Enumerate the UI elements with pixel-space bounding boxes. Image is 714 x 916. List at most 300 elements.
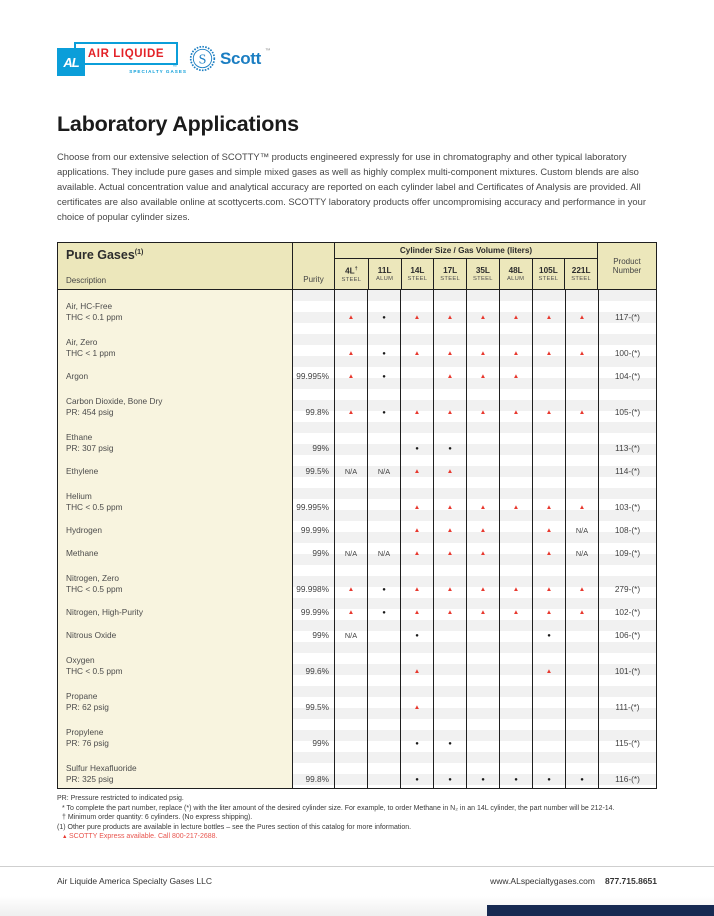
- availability-cell-14l: [400, 598, 433, 621]
- availability-cell-14l: [400, 385, 433, 421]
- gas-subtext: PR: 454 psig: [66, 406, 114, 417]
- available-dot-marker: ●: [580, 777, 584, 783]
- gas-name: Air, HC-Free: [66, 301, 113, 311]
- table-body: [58, 290, 656, 788]
- availability-cell-4l: [334, 562, 367, 598]
- footer-website: www.ALspecialtygases.com: [490, 876, 595, 886]
- availability-cell-35l: [466, 385, 499, 421]
- intro-paragraph: Choose from our extensive selection of SCOTTY™ products engineered expressly for use in chromatography and other typical laboratory applications. They include pure gases and simple mixed gases as well as highly complex multi-component mixtures. Custom blends are also available. Actual concentration value and analytical accuracy are reported on each cylinder label and Certificates of Analysis are provided. All certificates are also available online at scottycerts.com. SCOTTY laboratory products offer uncompromising accuracy and performance in your choice of popular cylinder sizes.: [57, 151, 646, 222]
- availability-cell-35l: [466, 326, 499, 362]
- product-number: 106-(*): [598, 621, 656, 644]
- gas-subtext: THC < 0.5 ppm: [66, 501, 123, 512]
- product-number: 103-(*): [598, 480, 656, 516]
- not-available-marker: N/A: [377, 467, 391, 476]
- product-number: 111-(*): [598, 680, 656, 716]
- availability-cell-14l: [400, 752, 433, 788]
- express-triangle-marker: ▲: [446, 504, 454, 511]
- footnotes: [57, 794, 663, 843]
- availability-cell-48l: [499, 290, 532, 326]
- availability-cell-17l: [433, 621, 466, 644]
- availability-cell-105l: [532, 752, 565, 788]
- gas-description: [58, 326, 292, 362]
- availability-cell-35l: [466, 752, 499, 788]
- cylinder-material-label: STEEL: [341, 276, 362, 283]
- availability-cell-17l: [433, 480, 466, 516]
- specialty-gases-tagline: SPECIALTY GASES: [129, 69, 187, 74]
- gas-row-oxygen: [58, 644, 656, 680]
- express-triangle-icon: ▲: [62, 834, 69, 841]
- availability-cell-35l: [466, 621, 499, 644]
- cylinder-material-label: STEEL: [472, 275, 493, 282]
- available-dot-marker: ●: [481, 777, 485, 783]
- availability-cell-14l: [400, 290, 433, 326]
- express-triangle-marker: ▲: [578, 586, 586, 593]
- gas-name: Nitrogen, High-Purity: [66, 606, 144, 617]
- gas-row-nitrogen-high-purity: [58, 598, 656, 621]
- availability-cell-221l: [565, 539, 598, 562]
- express-triangle-marker: ▲: [512, 609, 520, 616]
- express-triangle-marker: ▲: [545, 609, 553, 616]
- scott-seal-icon: [189, 45, 216, 72]
- availability-cell-48l: [499, 480, 532, 516]
- purity-value: 99.5%: [292, 457, 334, 480]
- purity-value: 99%: [292, 539, 334, 562]
- footer-phone: 877.715.8651: [605, 876, 657, 886]
- express-triangle-marker: ▲: [446, 314, 454, 321]
- express-triangle-marker: ▲: [446, 609, 454, 616]
- cylinder-size-label: 14L: [410, 265, 425, 275]
- gas-name: Oxygen: [66, 655, 95, 665]
- availability-cell-105l: [532, 539, 565, 562]
- gas-subtext: PR: 325 psig: [66, 773, 114, 784]
- available-dot-marker: ●: [382, 315, 386, 321]
- availability-cell-17l: [433, 421, 466, 457]
- gas-name: Methane: [66, 547, 99, 558]
- air-liquide-logo: [57, 42, 187, 78]
- gas-name: Sulfur Hexafluoride: [66, 763, 137, 773]
- bottom-navy-bar: [487, 905, 714, 916]
- product-number: 100-(*): [598, 326, 656, 362]
- availability-cell-17l: [433, 752, 466, 788]
- availability-cell-11l: [367, 598, 400, 621]
- trademark-symbol: ™: [173, 64, 177, 69]
- purity-value: 99.5%: [292, 680, 334, 716]
- express-triangle-marker: ▲: [413, 314, 421, 321]
- availability-cell-11l: [367, 562, 400, 598]
- availability-cell-48l: [499, 326, 532, 362]
- express-triangle-marker: ▲: [413, 668, 421, 675]
- availability-cell-48l: [499, 362, 532, 385]
- express-triangle-marker: ▲: [446, 586, 454, 593]
- purity-value: [292, 290, 334, 326]
- availability-cell-4l: [334, 362, 367, 385]
- availability-cell-48l: [499, 680, 532, 716]
- express-triangle-marker: ▲: [545, 314, 553, 321]
- availability-cell-221l: [565, 290, 598, 326]
- express-triangle-marker: ▲: [413, 609, 421, 616]
- express-triangle-marker: ▲: [413, 527, 421, 534]
- availability-cell-48l: [499, 752, 532, 788]
- gas-row-argon: [58, 362, 656, 385]
- availability-cell-221l: [565, 680, 598, 716]
- express-triangle-marker: ▲: [413, 409, 421, 416]
- available-dot-marker: ●: [415, 741, 419, 747]
- availability-cell-35l: [466, 480, 499, 516]
- not-available-marker: N/A: [575, 549, 589, 558]
- gas-description: [58, 598, 292, 621]
- availability-cell-14l: [400, 562, 433, 598]
- express-triangle-marker: ▲: [347, 609, 355, 616]
- footer-company: Air Liquide America Specialty Gases LLC: [57, 876, 212, 886]
- availability-cell-35l: [466, 539, 499, 562]
- availability-cell-35l: [466, 362, 499, 385]
- availability-cell-105l: [532, 516, 565, 539]
- express-triangle-marker: ▲: [413, 586, 421, 593]
- express-triangle-marker: ▲: [347, 314, 355, 321]
- gas-description: [58, 680, 292, 716]
- cylinder-size-label: 221L: [571, 265, 591, 275]
- availability-cell-11l: [367, 421, 400, 457]
- availability-cell-17l: [433, 516, 466, 539]
- cylinder-size-group-header: Cylinder Size / Gas Volume (liters): [335, 243, 597, 259]
- purity-value: 99.99%: [292, 516, 334, 539]
- page-footer: [0, 866, 714, 886]
- product-number: 114-(*): [598, 457, 656, 480]
- availability-cell-4l: [334, 290, 367, 326]
- available-dot-marker: ●: [514, 777, 518, 783]
- gas-name: Argon: [66, 370, 89, 381]
- product-number: 101-(*): [598, 644, 656, 680]
- table-section-title: Pure Gases$^{(1)}$: [66, 248, 144, 262]
- availability-cell-14l: [400, 716, 433, 752]
- gas-subtext: THC < 0.1 ppm: [66, 311, 123, 322]
- cylinder-size-columns: [335, 259, 597, 289]
- footnote: † Minimum order quantity: 6 cylinders. (No express shipping).: [62, 814, 253, 822]
- column-header-35l: [466, 259, 499, 289]
- availability-cell-105l: [532, 716, 565, 752]
- gas-row-ethane: [58, 421, 656, 457]
- availability-cell-221l: [565, 621, 598, 644]
- express-triangle-marker: ▲: [446, 550, 454, 557]
- gas-row-propane: [58, 680, 656, 716]
- purity-value: 99.995%: [292, 362, 334, 385]
- express-triangle-marker: ▲: [413, 704, 421, 711]
- availability-cell-35l: [466, 457, 499, 480]
- availability-cell-4l: [334, 385, 367, 421]
- not-available-marker: N/A: [377, 549, 391, 558]
- availability-cell-14l: [400, 421, 433, 457]
- express-triangle-marker: ▲: [347, 373, 355, 380]
- availability-cell-48l: [499, 539, 532, 562]
- purity-value: 99.995%: [292, 480, 334, 516]
- air-liquide-wordmark: AIR LIQUIDE: [87, 47, 165, 60]
- express-triangle-marker: ▲: [578, 314, 586, 321]
- availability-cell-221l: [565, 752, 598, 788]
- product-number: 109-(*): [598, 539, 656, 562]
- express-triangle-marker: ▲: [578, 609, 586, 616]
- availability-cell-4l: [334, 421, 367, 457]
- availability-cell-17l: [433, 716, 466, 752]
- gas-subtext: THC < 0.5 ppm: [66, 665, 123, 676]
- availability-cell-4l: [334, 480, 367, 516]
- express-triangle-marker: ▲: [479, 314, 487, 321]
- product-number: 279-(*): [598, 562, 656, 598]
- availability-cell-105l: [532, 290, 565, 326]
- express-triangle-marker: ▲: [446, 373, 454, 380]
- section-footnote-ref: (1): [134, 248, 144, 256]
- availability-cell-105l: [532, 680, 565, 716]
- gas-description: [58, 716, 292, 752]
- cylinder-size-label: 48L: [508, 265, 523, 275]
- footnote: PR: Pressure restricted to indicated psig.: [57, 795, 184, 802]
- availability-cell-48l: [499, 457, 532, 480]
- available-dot-marker: ●: [382, 351, 386, 357]
- gas-name: Nitrous Oxide: [66, 629, 117, 640]
- availability-cell-14l: [400, 457, 433, 480]
- express-triangle-marker: ▲: [413, 468, 421, 475]
- table-section-header: [58, 243, 292, 289]
- availability-cell-48l: [499, 562, 532, 598]
- column-header-4l: [335, 259, 368, 289]
- availability-cell-105l: [532, 326, 565, 362]
- availability-cell-17l: [433, 598, 466, 621]
- express-triangle-marker: ▲: [512, 373, 520, 380]
- purity-value: 99.99%: [292, 598, 334, 621]
- express-triangle-marker: ▲: [578, 350, 586, 357]
- express-triangle-marker: ▲: [446, 468, 454, 475]
- express-triangle-marker: ▲: [545, 586, 553, 593]
- availability-cell-4l: [334, 716, 367, 752]
- purity-column-header: Purity: [292, 243, 334, 289]
- express-triangle-marker: ▲: [479, 373, 487, 380]
- available-dot-marker: ●: [382, 374, 386, 380]
- availability-cell-11l: [367, 752, 400, 788]
- page-title: Laboratory Applications: [57, 112, 299, 136]
- availability-cell-17l: [433, 457, 466, 480]
- air-liquide-wordmark-box: [74, 42, 178, 69]
- available-dot-marker: ●: [547, 633, 551, 639]
- availability-cell-221l: [565, 457, 598, 480]
- cylinder-size-group: [334, 243, 598, 289]
- availability-cell-17l: [433, 326, 466, 362]
- express-triangle-marker: ▲: [545, 504, 553, 511]
- availability-cell-11l: [367, 621, 400, 644]
- availability-cell-35l: [466, 562, 499, 598]
- gas-row-air-zero: [58, 326, 656, 362]
- gas-name: Propylene: [66, 727, 104, 737]
- available-dot-marker: ●: [415, 633, 419, 639]
- column-header-17l: [433, 259, 466, 289]
- availability-cell-48l: [499, 421, 532, 457]
- express-triangle-marker: ▲: [479, 609, 487, 616]
- availability-cell-11l: [367, 385, 400, 421]
- footer-contact: [490, 876, 657, 886]
- gas-name: Ethane: [66, 432, 93, 442]
- availability-cell-35l: [466, 421, 499, 457]
- gas-name: Carbon Dioxide, Bone Dry: [66, 396, 163, 406]
- available-dot-marker: ●: [448, 446, 452, 452]
- table-header: [58, 243, 656, 290]
- gas-description: [58, 290, 292, 326]
- pure-gases-table: [57, 242, 657, 789]
- availability-cell-11l: [367, 644, 400, 680]
- cylinder-size-label: 17L: [443, 265, 458, 275]
- express-triangle-marker: ▲: [512, 586, 520, 593]
- not-available-marker: N/A: [344, 549, 358, 558]
- cylinder-material-label: STEEL: [571, 275, 592, 282]
- express-triangle-marker: ▲: [578, 409, 586, 416]
- express-triangle-marker: ▲: [413, 504, 421, 511]
- availability-cell-35l: [466, 680, 499, 716]
- description-column-label: Description: [66, 276, 107, 285]
- availability-cell-4l: [334, 752, 367, 788]
- express-triangle-marker: ▲: [512, 314, 520, 321]
- available-dot-marker: ●: [382, 610, 386, 616]
- availability-cell-105l: [532, 385, 565, 421]
- express-footnote: ▲ SCOTTY Express available. Call 800-217-2688.: [62, 833, 218, 841]
- product-number: 115-(*): [598, 716, 656, 752]
- availability-cell-17l: [433, 290, 466, 326]
- product-number: 102-(*): [598, 598, 656, 621]
- cylinder-size-label: 11L: [377, 265, 392, 275]
- gas-description: [58, 562, 292, 598]
- cylinder-material-label: ALUM: [506, 275, 525, 282]
- gas-row-methane: [58, 539, 656, 562]
- express-triangle-marker: ▲: [446, 409, 454, 416]
- express-triangle-marker: ▲: [512, 504, 520, 511]
- express-triangle-marker: ▲: [545, 668, 553, 675]
- purity-value: 99.8%: [292, 752, 334, 788]
- footnote: * To complete the part number, replace (*) with the liter amount of the desired cylinder size. For example, to order Methane in N₂ in an 14L cylinder, the part number will be 212-14.: [62, 804, 615, 812]
- available-dot-marker: ●: [382, 410, 386, 416]
- gas-name: Ethylene: [66, 465, 99, 476]
- gas-subtext: PR: 307 psig: [66, 442, 114, 453]
- availability-cell-221l: [565, 516, 598, 539]
- availability-cell-48l: [499, 644, 532, 680]
- availability-cell-11l: [367, 362, 400, 385]
- availability-cell-105l: [532, 644, 565, 680]
- column-header-48l: [499, 259, 532, 289]
- cylinder-material-label: STEEL: [440, 275, 461, 282]
- availability-cell-14l: [400, 480, 433, 516]
- availability-cell-48l: [499, 598, 532, 621]
- availability-cell-105l: [532, 598, 565, 621]
- gas-description: [58, 539, 292, 562]
- availability-cell-11l: [367, 326, 400, 362]
- gas-description: [58, 457, 292, 480]
- gas-row-air-hc-free: [58, 290, 656, 326]
- gas-description: [58, 480, 292, 516]
- availability-cell-221l: [565, 562, 598, 598]
- product-number: 104-(*): [598, 362, 656, 385]
- availability-cell-14l: [400, 362, 433, 385]
- gas-row-ethylene: [58, 457, 656, 480]
- gas-name: Helium: [66, 491, 92, 501]
- scott-wordmark: Scott: [220, 48, 262, 68]
- express-triangle-marker: ▲: [347, 409, 355, 416]
- product-number: 105-(*): [598, 385, 656, 421]
- available-dot-marker: ●: [448, 741, 452, 747]
- gas-subtext: PR: 62 psig: [66, 701, 109, 712]
- purity-value: [292, 326, 334, 362]
- gas-description: [58, 385, 292, 421]
- column-header-11l: [368, 259, 401, 289]
- cylinder-material-label: STEEL: [538, 275, 559, 282]
- purity-value: 99.998%: [292, 562, 334, 598]
- not-available-marker: N/A: [344, 467, 358, 476]
- purity-value: 99%: [292, 621, 334, 644]
- availability-cell-14l: [400, 539, 433, 562]
- availability-cell-48l: [499, 385, 532, 421]
- express-triangle-marker: ▲: [479, 586, 487, 593]
- availability-cell-221l: [565, 385, 598, 421]
- availability-cell-4l: [334, 680, 367, 716]
- availability-cell-14l: [400, 516, 433, 539]
- express-triangle-marker: ▲: [479, 504, 487, 511]
- availability-cell-105l: [532, 362, 565, 385]
- air-liquide-monogram-icon: AL: [57, 48, 85, 76]
- scott-logo: [189, 45, 271, 72]
- gas-row-nitrous-oxide: [58, 621, 656, 644]
- available-dot-marker: ●: [415, 446, 419, 452]
- availability-cell-221l: [565, 598, 598, 621]
- not-available-marker: N/A: [344, 631, 358, 640]
- availability-cell-14l: [400, 644, 433, 680]
- express-triangle-marker: ▲: [479, 527, 487, 534]
- cylinder-size-label: 105L: [539, 265, 558, 275]
- express-triangle-marker: ▲: [545, 527, 553, 534]
- availability-cell-17l: [433, 539, 466, 562]
- availability-cell-17l: [433, 362, 466, 385]
- gas-description: [58, 516, 292, 539]
- availability-cell-17l: [433, 680, 466, 716]
- gas-description: [58, 644, 292, 680]
- product-number: 117-(*): [598, 290, 656, 326]
- availability-cell-4l: [334, 516, 367, 539]
- availability-cell-221l: [565, 326, 598, 362]
- availability-cell-4l: [334, 539, 367, 562]
- availability-cell-14l: [400, 326, 433, 362]
- availability-cell-11l: [367, 539, 400, 562]
- gas-name: Air, Zero: [66, 337, 98, 347]
- availability-cell-11l: [367, 480, 400, 516]
- gas-description: [58, 621, 292, 644]
- gas-row-carbon-dioxide-bone-dry: [58, 385, 656, 421]
- availability-cell-17l: [433, 644, 466, 680]
- available-dot-marker: ●: [547, 777, 551, 783]
- cylinder-size-label: 35L: [475, 265, 490, 275]
- available-dot-marker: ●: [382, 587, 386, 593]
- availability-cell-105l: [532, 562, 565, 598]
- svg-text:S: S: [198, 52, 207, 68]
- express-triangle-marker: ▲: [413, 550, 421, 557]
- express-triangle-marker: ▲: [479, 550, 487, 557]
- trademark-symbol: ™: [265, 48, 271, 54]
- available-dot-marker: ●: [415, 777, 419, 783]
- gas-subtext: PR: 76 psig: [66, 737, 109, 748]
- availability-cell-35l: [466, 644, 499, 680]
- express-triangle-marker: ▲: [545, 550, 553, 557]
- purity-value: 99.8%: [292, 385, 334, 421]
- gas-row-helium: [58, 480, 656, 516]
- availability-cell-17l: [433, 562, 466, 598]
- availability-cell-35l: [466, 516, 499, 539]
- gas-subtext: THC < 0.5 ppm: [66, 583, 123, 594]
- availability-cell-17l: [433, 385, 466, 421]
- product-number-header: Product Number: [612, 256, 642, 275]
- gas-row-propylene: [58, 716, 656, 752]
- express-triangle-marker: ▲: [347, 350, 355, 357]
